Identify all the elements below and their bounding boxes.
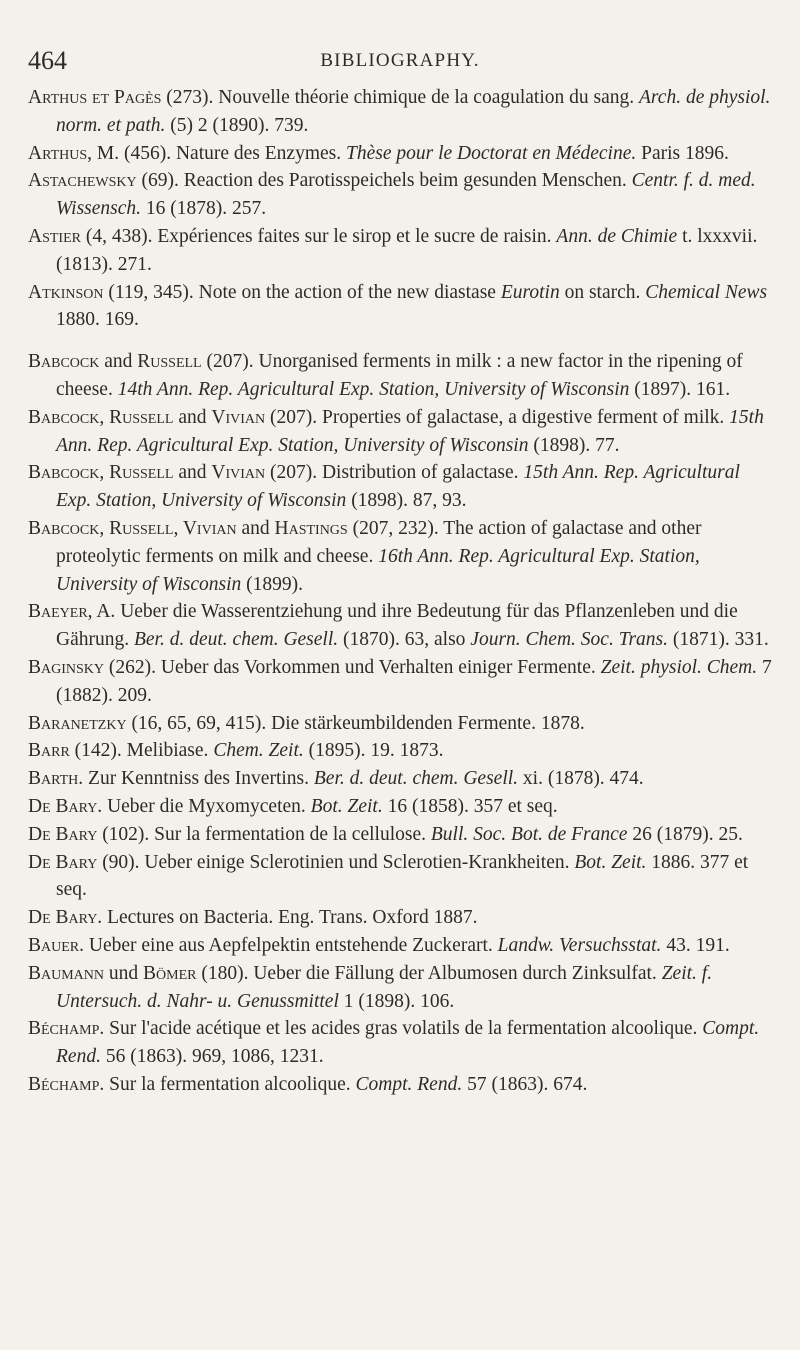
entry-author: Barr — [28, 740, 70, 762]
entry-text: and — [173, 462, 212, 484]
entry-author: Barth. — [28, 768, 84, 790]
bibliography-entry — [28, 459, 776, 515]
bibliography-entry — [28, 960, 776, 1016]
entry-text: Ueber die Myxomyceten. — [102, 795, 311, 817]
bibliography-entry — [28, 654, 776, 710]
entry-author: De Bary — [28, 823, 98, 845]
entry-author: Babcock, Russell — [28, 406, 174, 428]
entry-citation: 1886. 377 et seq. — [56, 851, 749, 901]
entry-text-2: (207, 232). The action of galactase and other proteolytic ferments on milk and cheese. — [56, 517, 702, 567]
bibliography-entry — [28, 904, 776, 932]
entry-text: Zur Kenntniss des Invertins. — [83, 768, 314, 790]
entry-journal: 14th Ann. Rep. Agricultural Exp. Station, University of Wisconsin — [117, 378, 630, 400]
entry-text: and — [236, 517, 275, 539]
entry-author-2: Hastings — [274, 517, 348, 539]
entry-journal: 16th Ann. Rep. Agricultural Exp. Station, University of Wisconsin — [56, 545, 700, 595]
entry-journal: 15th Ann. Rep. Agricultural Exp. Station, University of Wisconsin — [56, 406, 764, 456]
entry-text: (90). Ueber einige Sclerotinien und Sclerotien-Krankheiten. — [97, 851, 575, 873]
entry-citation: 57 (1863). 674. — [462, 1073, 588, 1095]
entry-citation: (1898). 87, 93. — [346, 490, 467, 512]
entry-author: Arthus, M. — [28, 142, 120, 164]
entry-author: De Bary — [28, 851, 98, 873]
running-title: BIBLIOGRAPHY. — [320, 50, 480, 71]
bibliography-entry — [28, 167, 776, 223]
entry-text: Sur la fermentation alcoolique. — [104, 1073, 356, 1095]
entry-text: (4, 438). Expériences faites sur le sirop et le sucre de raisin. — [80, 225, 557, 247]
entry-author: Atkinson — [28, 281, 104, 303]
bibliography-entry — [28, 223, 776, 279]
entry-journal: Bull. Soc. Bot. de France — [430, 823, 628, 845]
entry-author: Béchamp. — [28, 1073, 105, 1095]
entry-citation: (1897). 161. — [629, 378, 731, 400]
entry-citation: t. lxxxvii. (1813). 271. — [56, 225, 758, 275]
entry-citation: 16 (1878). 257. — [141, 198, 267, 220]
entry-author: De Bary. — [28, 907, 103, 929]
entry-author-2: Vivian — [211, 406, 266, 428]
entry-author: Baginsky — [28, 656, 105, 678]
entry-author: Bauer. — [28, 934, 84, 956]
entry-citation: xi. (1878). 474. — [518, 768, 644, 790]
page-number: 464 — [28, 46, 67, 75]
bibliography-entry — [28, 279, 776, 335]
bibliography-entry — [28, 348, 776, 404]
entry-text-2: (207). Distribution of galactase. — [265, 462, 524, 484]
entry-author-2: Russell — [137, 351, 202, 373]
bibliography-entry — [28, 765, 776, 793]
entry-citation: on starch. — [559, 281, 646, 303]
entry-author: Astachewsky — [28, 170, 137, 192]
entry-journal: Landw. Versuchsstat. — [497, 934, 662, 956]
entry-text: (262). Ueber das Vorkommen und Verhalten einiger Fermente. — [104, 656, 601, 678]
entry-journal: Centr. f. d. med. Wissensch. — [56, 170, 756, 220]
entry-author: De Bary. — [28, 795, 103, 817]
entry-journal: Compt. Rend. — [355, 1073, 463, 1095]
entry-citation: (5) 2 (1890). 739. — [165, 114, 309, 136]
entry-text: and — [99, 351, 138, 373]
entry-citation: 56 (1863). 969, 1086, 1231. — [100, 1046, 324, 1068]
entry-citation: 7 (1882). 209. — [56, 656, 772, 706]
entry-journal-2: Journ. Chem. Soc. Trans. — [470, 629, 669, 651]
entry-journal: Ber. d. deut. chem. Gesell. — [133, 629, 339, 651]
bibliography-entry — [28, 737, 776, 765]
entry-text: (119, 345). Note on the action of the new diastase — [103, 281, 501, 303]
entry-text: Lectures on Bacteria. Eng. Trans. Oxford 1887. — [102, 907, 478, 929]
entry-citation: Paris 1896. — [636, 142, 729, 164]
entry-text-2: (180). Ueber die Fällung der Albumosen durch Zinksulfat. — [196, 962, 662, 984]
entry-text: (273). Nouvelle théorie chimique de la coagulation du sang. — [161, 87, 640, 108]
entry-author: Baeyer, A. — [28, 601, 116, 623]
bibliography-entry — [28, 710, 776, 738]
entry-text: (102). Sur la fermentation de la cellulose. — [97, 823, 431, 845]
bibliography-entry — [28, 404, 776, 460]
entry-text: Ueber die Wasserentziehung und ihre Bedeutung für das Pflanzenleben und die Gährung. — [56, 601, 738, 651]
entry-text: (142). Melibiase. — [69, 740, 214, 762]
entry-citation-2: 1880. 169. — [56, 309, 139, 331]
entry-text: and — [173, 406, 212, 428]
entry-citation: (1870). 63, also — [338, 629, 471, 651]
entry-author: Babcock — [28, 351, 100, 373]
entry-author: Astier — [28, 225, 81, 247]
entry-journal: Bot. Zeit. — [310, 795, 383, 817]
entry-journal: Arch. de physiol. norm. et path. — [56, 87, 771, 136]
entry-journal: Thèse pour le Doctorat en Médecine. — [346, 142, 637, 164]
bibliography-entry — [28, 1015, 776, 1071]
entry-text-2: (207). Properties of galactase, a digestive ferment of milk. — [265, 406, 730, 428]
entry-author-2: Bömer — [143, 962, 197, 984]
entry-text: Ueber eine aus Aepfelpektin entstehende Zuckerart. — [84, 934, 498, 956]
bibliography-entry — [28, 821, 776, 849]
entry-author: Baumann — [28, 962, 105, 984]
entry-journal: Zeit. f. Untersuch. d. Nahr- u. Genussmittel — [56, 962, 713, 1012]
entry-journal-2: Chemical News — [645, 281, 768, 303]
bibliography-entry — [28, 140, 776, 168]
entry-journal: Zeit. physiol. Chem. — [600, 656, 758, 678]
entry-journal: 15th Ann. Rep. Agricultural Exp. Station, University of Wisconsin — [56, 462, 740, 512]
bibliography-entry — [28, 84, 776, 140]
entry-citation: (1899). — [241, 573, 303, 595]
entry-citation: 43. 191. — [661, 934, 730, 956]
bibliography-entry — [28, 849, 776, 905]
entry-text-2: (207). Unorganised ferments in milk : a new factor in the ripening of cheese. — [56, 351, 743, 400]
entry-journal: Ber. d. deut. chem. Gesell. — [313, 768, 519, 790]
entry-author: Arthus et Pagès — [28, 87, 162, 108]
entry-text: (456). Nature des Enzymes. — [119, 142, 346, 164]
entry-citation: 1 (1898). 106. — [338, 990, 455, 1012]
entry-author: Babcock, Russell, Vivian — [28, 517, 237, 539]
bibliography-entry — [28, 932, 776, 960]
bibliography-entries — [28, 84, 776, 1099]
entry-citation: 26 (1879). 25. — [627, 823, 743, 845]
entry-author-2: Vivian — [211, 462, 266, 484]
entry-text: und — [104, 962, 144, 984]
entry-journal: Eurotin — [500, 281, 560, 303]
entry-citation: (1895). 19. 1873. — [303, 740, 444, 762]
entry-text: (69). Reaction des Parotisspeichels beim gesunden Menschen. — [136, 170, 632, 192]
entry-journal: Ann. de Chimie — [556, 225, 678, 247]
entry-text: Sur l'acide acétique et les acides gras volatils de la fermentation alcoolique. — [104, 1018, 703, 1040]
entry-journal: Bot. Zeit. — [574, 851, 647, 873]
entry-author: Béchamp. — [28, 1018, 105, 1040]
bibliography-entry — [28, 515, 776, 598]
bibliography-entry — [28, 598, 776, 654]
bibliography-entry — [28, 1071, 776, 1099]
entry-journal: Chem. Zeit. — [213, 740, 304, 762]
entry-citation-2: (1871). 331. — [668, 629, 769, 651]
entry-author: Babcock, Russell — [28, 462, 174, 484]
entry-citation: 16 (1858). 357 et seq. — [382, 795, 558, 817]
entry-citation: (1898). 77. — [528, 434, 620, 456]
entry-author: Baranetzky — [28, 712, 127, 734]
entry-text: (16, 65, 69, 415). Die stärkeumbildenden Fermente. 1878. — [126, 712, 585, 734]
bibliography-entry — [28, 793, 776, 821]
entry-journal: Compt. Rend. — [56, 1018, 760, 1068]
page-header — [28, 46, 772, 80]
